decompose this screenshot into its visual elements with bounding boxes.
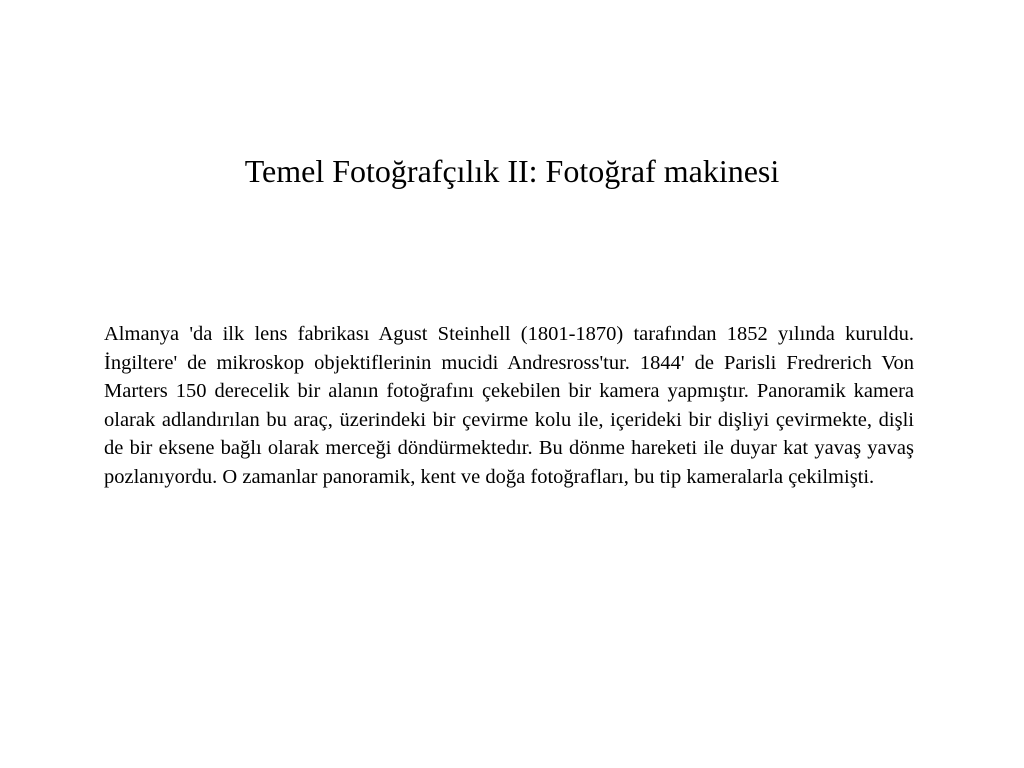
slide-title: Temel Fotoğrafçılık II: Fotoğraf makinesi xyxy=(244,153,780,189)
slide-body-paragraph: Almanya 'da ilk lens fabrikası Agust Steinhell (1801-1870) tarafından 1852 yılında kuruldu. İngiltere' de mikroskop objektiflerinin mucidi Andresross'tur. 1844' de Parisli Fredrerich Von Marters 150 derecelik bir alanın fotoğrafını çekebilen bir kamera yapmıştır. Panoramik kamera olarak adlandırılan bu araç, üzerindeki bir çevirme kolu ile, içerideki bir dişliyi çevirmekte, dişli de bir eksene bağlı olarak merceği döndürmektedır. Bu dönme hareketi ile duyar kat yavaş yavaş pozlanıyordu. O zamanlar panoramik, kent ve doğa fotoğrafları, bu tip kameralarla çekilmişti. xyxy=(104,323,914,488)
